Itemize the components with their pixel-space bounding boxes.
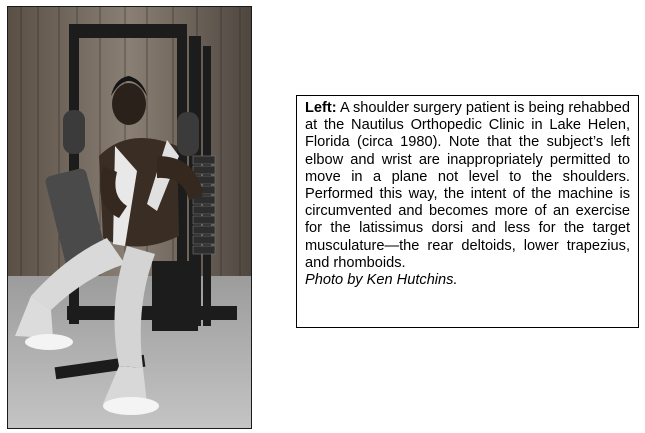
caption-text: [305, 100, 630, 272]
caption-lead: Left:: [305, 100, 337, 116]
photo-credit: Photo by Ken Hutchins.: [305, 272, 458, 289]
exercise-photo: [7, 6, 252, 429]
exercise-photo-illustration: [7, 6, 252, 429]
photo-caption-box: [296, 95, 639, 328]
caption-body-text: A shoulder surgery patient is being rehabbed at the Nautilus Orthopedic Clinic in Lake Helen, Florida (circa 1980). Note that the subject’s left elbow and wrist are inappropriately permitted to move in a plane not level to the shoulders. Performed this way, the intent of the machine is circumvented and becomes more of an exercise for the latissimus dorsi and less for the target musculature—the rear deltoids, lower trapezius, and rhomboids.: [305, 100, 631, 271]
